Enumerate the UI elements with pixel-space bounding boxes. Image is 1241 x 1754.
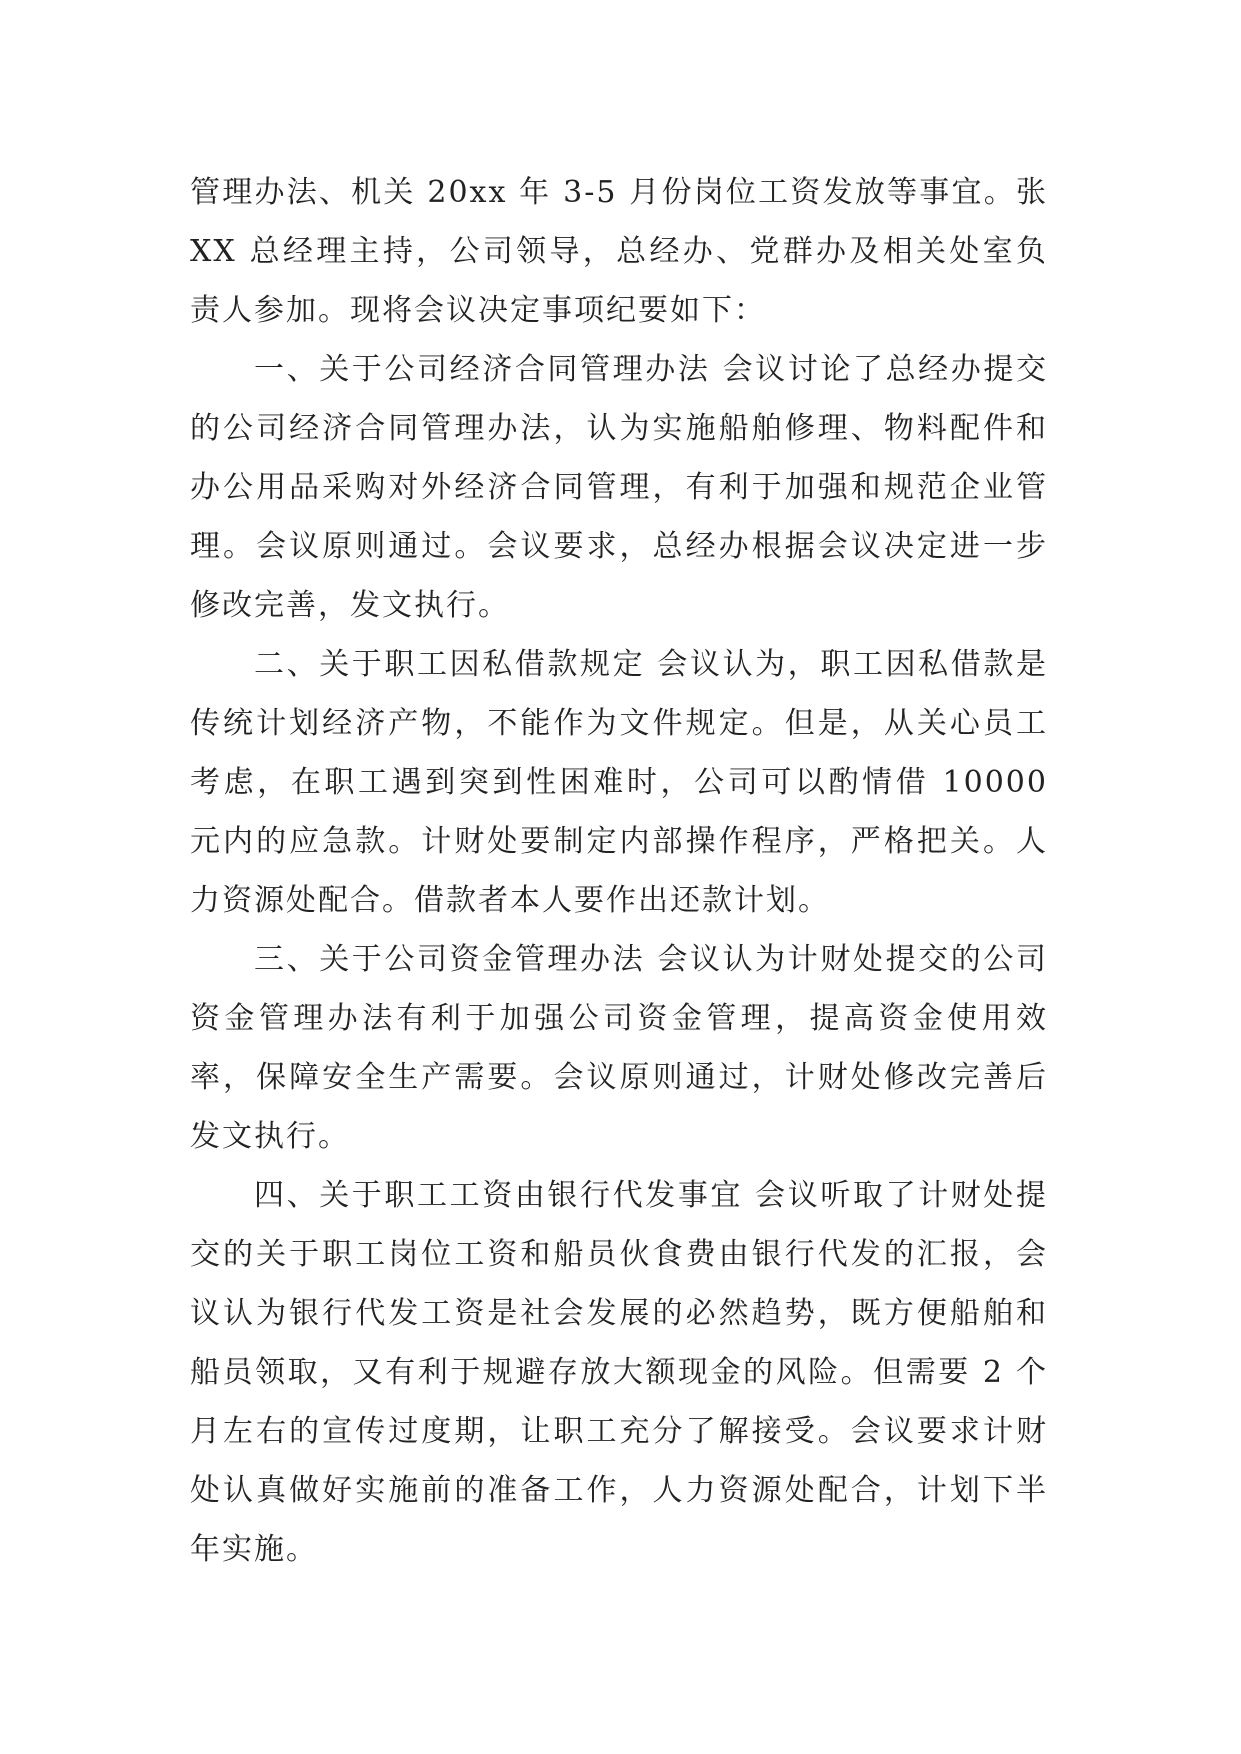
- paragraph-item-2-private-loans: 二、关于职工因私借款规定 会议认为，职工因私借款是传统计划经济产物，不能作为文件规定。但是，从关心员工考虑，在职工遇到突到性困难时，公司可以酌情借 10000 元内的应急款。计财处要制定内部操作程序，严格把关。人力资源处配合。借款者本人要作出还款计划。: [190, 647, 1048, 918]
- document-body: [190, 163, 1048, 1579]
- paragraph-item-4-bank-payroll: 四、关于职工工资由银行代发事宜 会议听取了计财处提交的关于职工岗位工资和船员伙食费由银行代发的汇报，会议认为银行代发工资是社会发展的必然趋势，既方便船舶和船员领取，又有利于规避存放大额现金的风险。但需要 2 个月左右的宣传过度期，让职工充分了解接受。会议要求计财处认真做好实施前的准备工作，人力资源处配合，计划下半年实施。: [190, 1178, 1048, 1567]
- paragraph-item-3-fund-management: 三、关于公司资金管理办法 会议认为计财处提交的公司资金管理办法有利于加强公司资金管理，提高资金使用效率，保障安全生产需要。会议原则通过，计财处修改完善后发文执行。: [190, 942, 1048, 1154]
- paragraph-item-1-contract-management: 一、关于公司经济合同管理办法 会议讨论了总经办提交的公司经济合同管理办法，认为实施船舶修理、物料配件和办公用品采购对外经济合同管理，有利于加强和规范企业管理。会议原则通过。会议要求，总经办根据会议决定进一步修改完善，发文执行。: [190, 352, 1048, 623]
- paragraph-intro-continuation: 管理办法、机关 20xx 年 3-5 月份岗位工资发放等事宜。张 XX 总经理主持，公司领导，总经办、党群办及相关处室负责人参加。现将会议决定事项纪要如下：: [190, 175, 1048, 328]
